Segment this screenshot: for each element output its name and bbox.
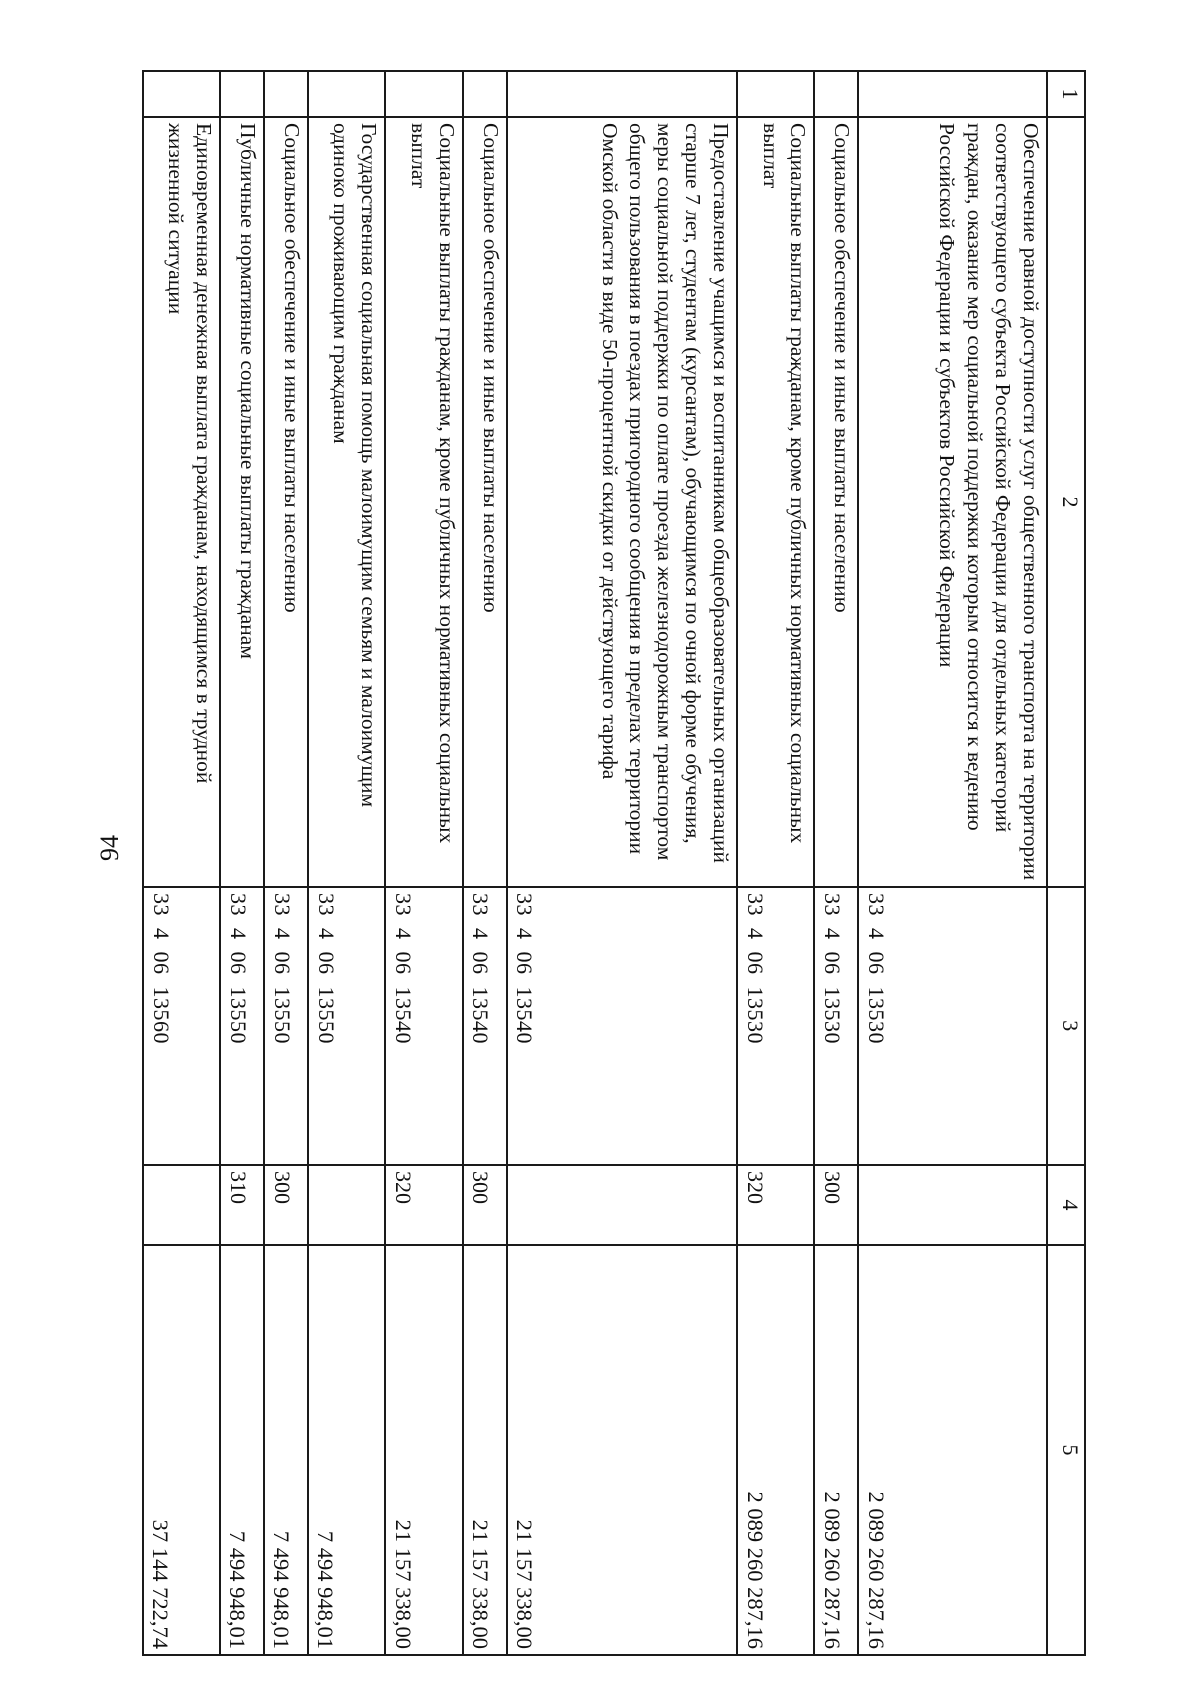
cell-kind: 300 <box>815 1165 859 1245</box>
cell-kind: 310 <box>220 1165 264 1245</box>
table-row <box>858 71 1046 1655</box>
cell-amount: 21 157 338,00 <box>463 1245 507 1655</box>
cell-code: 33 4 06 13550 <box>220 887 264 1165</box>
table-row <box>507 71 738 1655</box>
cell-amount: 37 144 722,74 <box>143 1245 220 1655</box>
header-col-2: 2 <box>1047 117 1085 887</box>
table-row <box>815 71 859 1655</box>
cell-description: Государственная социальная помощь малоимущим семьям и малоимущим одиноко проживающим гражданам <box>308 117 385 887</box>
cell-code: 33 4 06 13530 <box>815 887 859 1165</box>
cell-description: Единовременная денежная выплата гражданам, находящимся в трудной жизненной ситуации <box>143 117 220 887</box>
cell-code: 33 4 06 13530 <box>858 887 1046 1165</box>
cell-col-1 <box>507 71 738 117</box>
header-col-5: 5 <box>1047 1245 1085 1655</box>
table-row <box>308 71 385 1655</box>
cell-kind <box>858 1165 1046 1245</box>
rotated-table-container <box>142 70 1086 1656</box>
cell-description: Публичные нормативные социальные выплаты гражданам <box>220 117 264 887</box>
cell-amount: 2 089 260 287,16 <box>815 1245 859 1655</box>
cell-code: 33 4 06 13540 <box>463 887 507 1165</box>
table-header-row <box>1047 71 1085 1655</box>
table-row <box>385 71 462 1655</box>
cell-code: 33 4 06 13540 <box>507 887 738 1165</box>
cell-code: 33 4 06 13560 <box>143 887 220 1165</box>
cell-amount: 21 157 338,00 <box>507 1245 738 1655</box>
header-col-4: 4 <box>1047 1165 1085 1245</box>
cell-description: Социальные выплаты гражданам, кроме публичных нормативных социальных выплат <box>737 117 814 887</box>
cell-amount: 7 494 948,01 <box>308 1245 385 1655</box>
page-number: 94 <box>95 835 124 861</box>
cell-description: Социальное обеспечение и иные выплаты населению <box>463 117 507 887</box>
header-col-3: 3 <box>1047 887 1085 1165</box>
cell-kind <box>308 1165 385 1245</box>
cell-description: Обеспечение равной доступности услуг общественного транспорта на территории соответствующего субъекта Российской Федерации для отдельных категорий граждан, оказание мер социальной поддержки которым относится к ведению Российской Федерации и субъектов Российской Федерации <box>858 117 1046 887</box>
header-col-1: 1 <box>1047 71 1085 117</box>
cell-amount: 2 089 260 287,16 <box>737 1245 814 1655</box>
cell-code: 33 4 06 13550 <box>308 887 385 1165</box>
cell-col-1 <box>815 71 859 117</box>
table-row <box>463 71 507 1655</box>
cell-description: Социальные выплаты гражданам, кроме публичных нормативных социальных выплат <box>385 117 462 887</box>
cell-description: Предоставление учащимся и воспитанникам общеобразовательных организаций старше 7 лет, студентам (курсантам), обучающимся по очной форме обучения, меры социальной поддержки по оплате проезда железнодорожным транспортом общего пользования в поездах пригородного сообщения в пределах территории Омской области в виде 50-процентной скидки от действующего тарифа <box>507 117 738 887</box>
cell-col-1 <box>463 71 507 117</box>
cell-col-1 <box>385 71 462 117</box>
cell-amount: 7 494 948,01 <box>220 1245 264 1655</box>
cell-code: 33 4 06 13540 <box>385 887 462 1165</box>
cell-kind: 300 <box>463 1165 507 1245</box>
cell-code: 33 4 06 13550 <box>264 887 308 1165</box>
cell-col-1 <box>308 71 385 117</box>
cell-description: Социальное обеспечение и иные выплаты населению <box>264 117 308 887</box>
cell-kind: 320 <box>385 1165 462 1245</box>
cell-kind: 300 <box>264 1165 308 1245</box>
cell-col-1 <box>737 71 814 117</box>
cell-kind <box>507 1165 738 1245</box>
cell-amount: 2 089 260 287,16 <box>858 1245 1046 1655</box>
cell-col-1 <box>858 71 1046 117</box>
table-row <box>143 71 220 1655</box>
cell-description: Социальное обеспечение и иные выплаты населению <box>815 117 859 887</box>
cell-kind: 320 <box>737 1165 814 1245</box>
cell-amount: 7 494 948,01 <box>264 1245 308 1655</box>
cell-kind <box>143 1165 220 1245</box>
cell-col-1 <box>264 71 308 117</box>
cell-col-1 <box>143 71 220 117</box>
table-row <box>264 71 308 1655</box>
table-row <box>220 71 264 1655</box>
cell-col-1 <box>220 71 264 117</box>
cell-amount: 21 157 338,00 <box>385 1245 462 1655</box>
cell-code: 33 4 06 13530 <box>737 887 814 1165</box>
table-row <box>737 71 814 1655</box>
budget-table <box>142 70 1086 1656</box>
